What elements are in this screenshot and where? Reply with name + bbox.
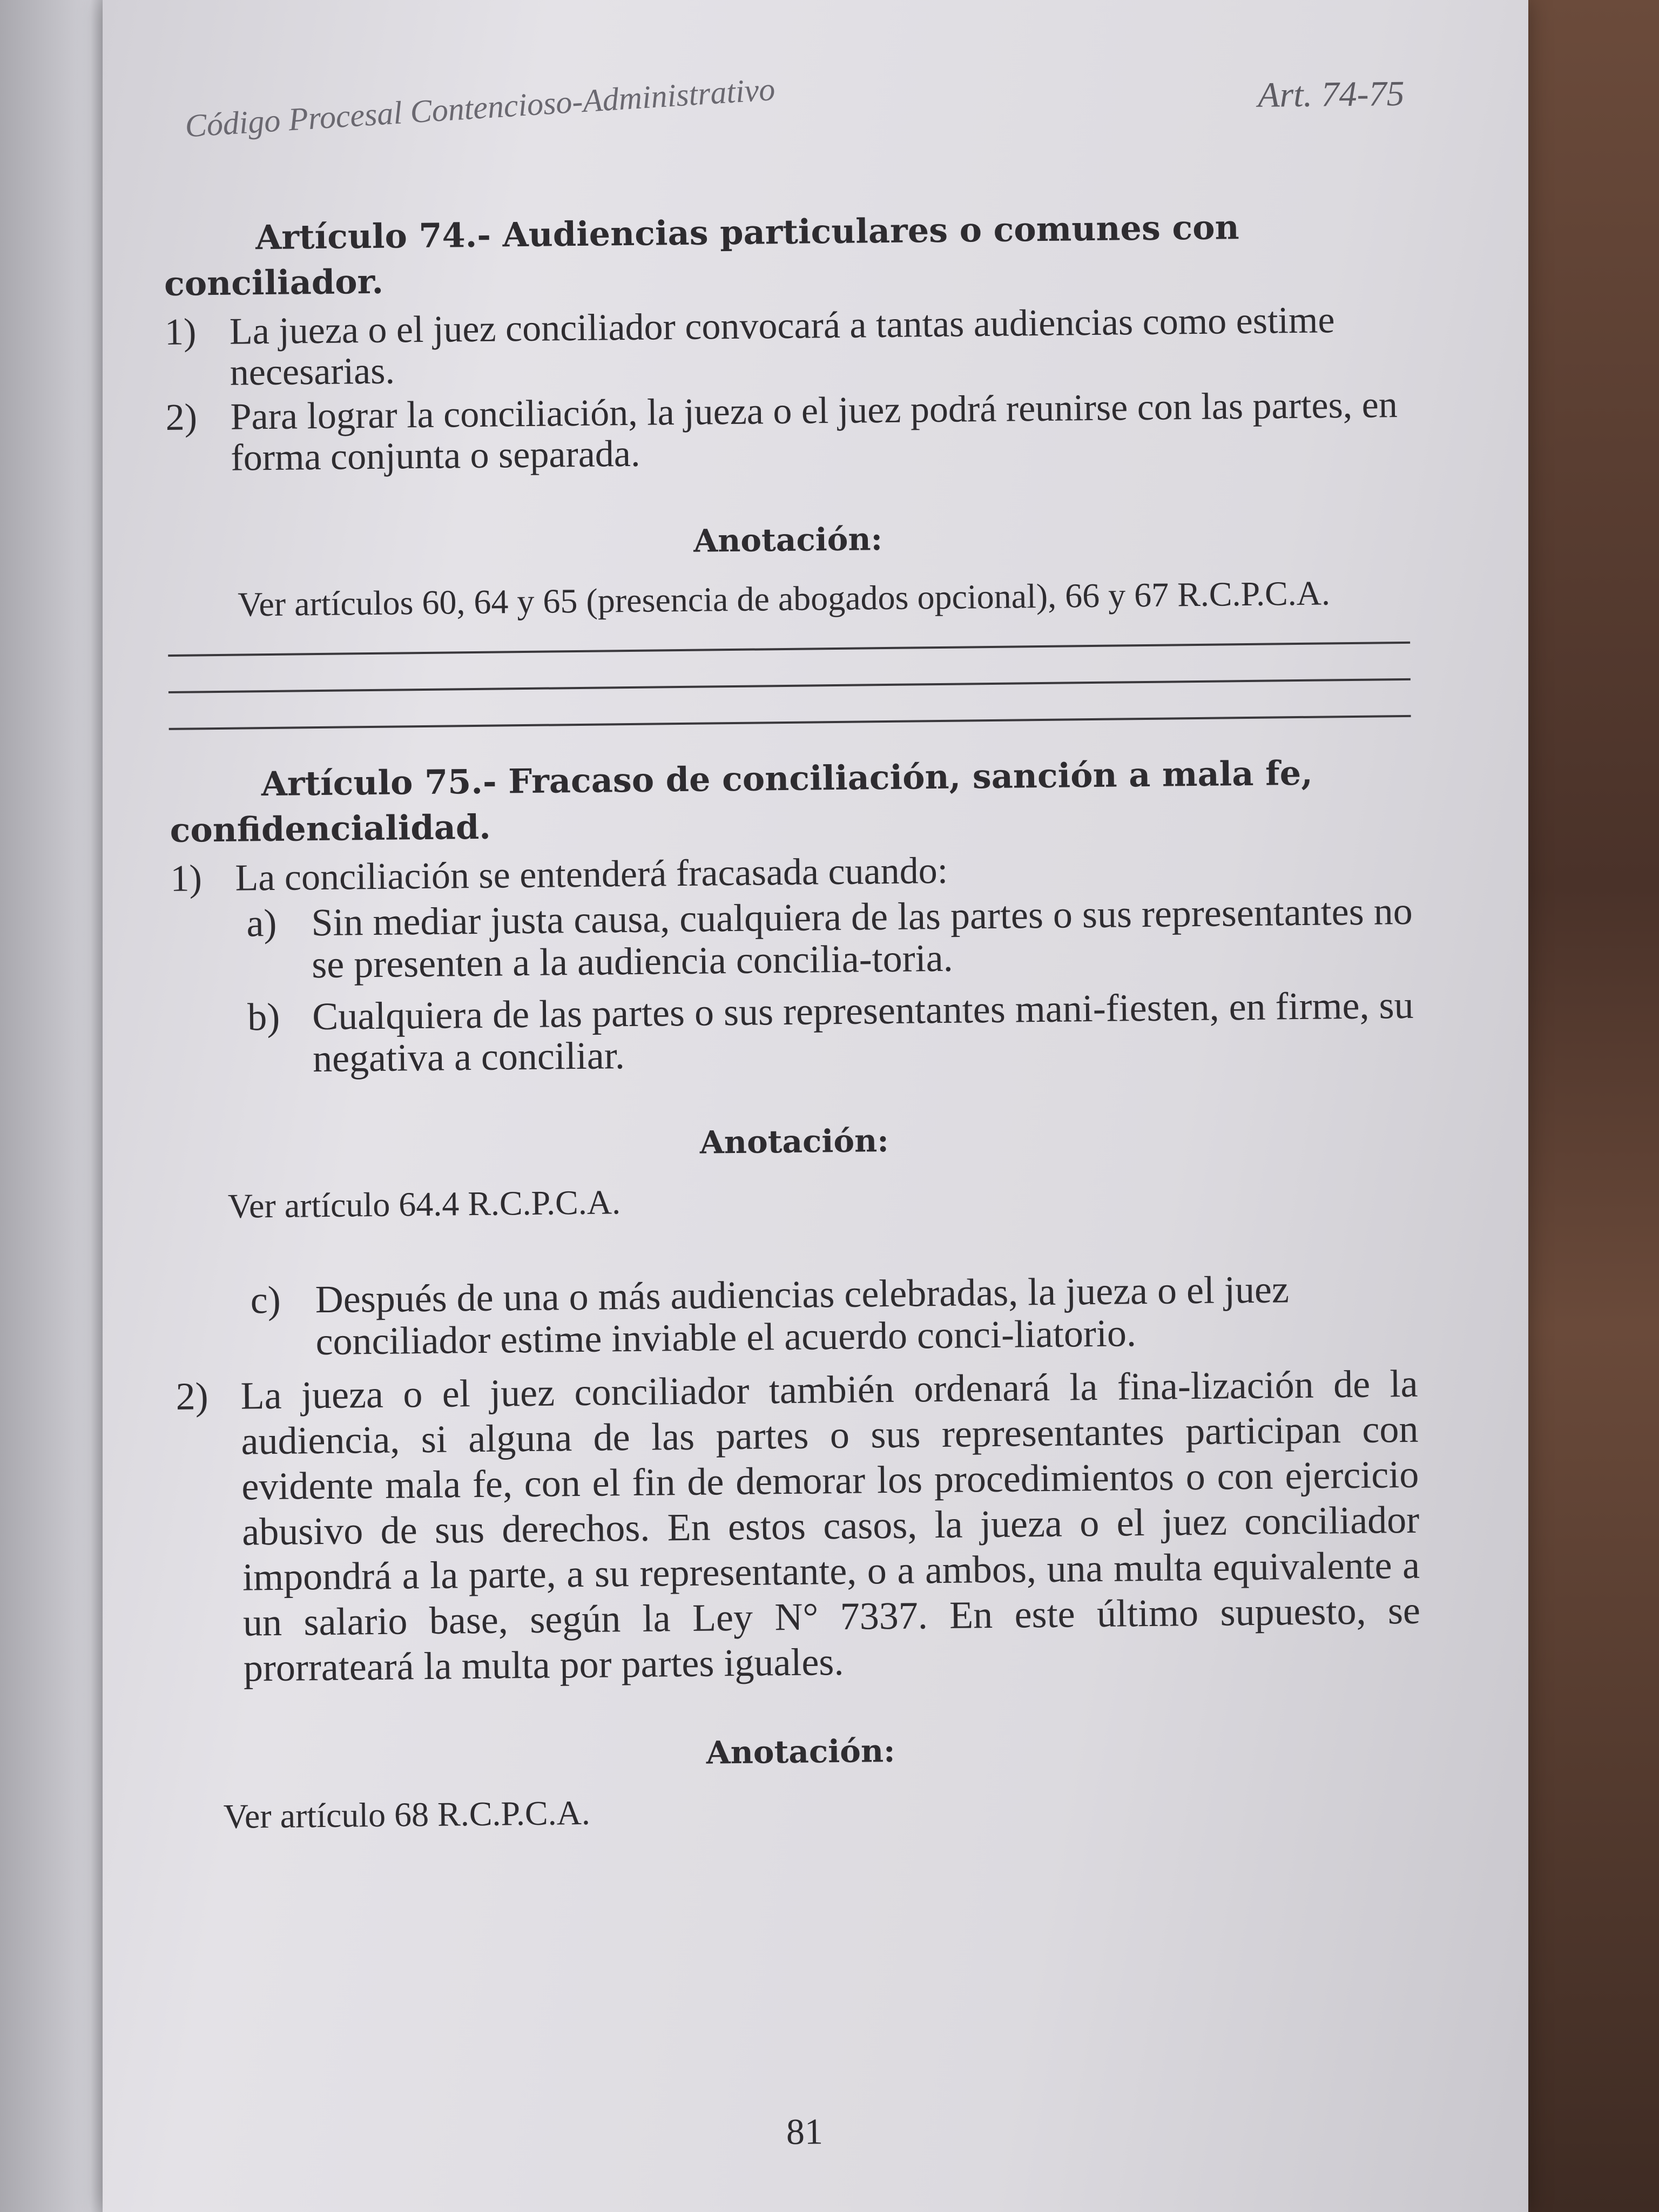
annotation-text: Ver artículo 64.4 R.C.P.C.A. [227,1183,621,1225]
subitem-text: Después de una o más audiencias celebradas, la jueza o el juez conciliador estime inviable el acuerdo conci-liatorio. [315,1267,1290,1364]
annotation-heading: Anotación: [699,1122,889,1161]
article-74-item-1 [165,299,1407,394]
page-header [162,63,1405,184]
article-74-title: Artículo 74.- Audiencias particulares o comunes con conciliador. [164,207,1239,304]
annotation-heading: Anotación: [706,1732,895,1771]
note-rule-2 [168,678,1411,693]
running-title: Código Procesal Contencioso-Administrativo [184,71,777,144]
item-number: 1) [164,311,197,353]
article-75-item-2 [176,1361,1421,1691]
subitem-letter: a) [246,901,277,945]
subitem-letter: b) [247,995,280,1039]
article-range: Art. 74-75 [1257,73,1405,115]
article-75-subitem-a [171,890,1414,987]
note-rule-1 [168,642,1410,657]
article-74 [164,203,1411,730]
article-75-title: Artículo 75.- Fracaso de conciliación, sanción a mala fe, confidencialidad. [170,753,1313,850]
page-number: 81 [786,2110,824,2153]
item-text: La jueza o el juez conciliador convocará a tantas audiencias como estime necesarias. [229,299,1335,394]
item-number: 2) [176,1374,209,1418]
article-74-item-2 [165,385,1408,480]
annotation-heading: Anotación: [693,521,883,559]
page-content [162,63,1426,2182]
article-75 [169,750,1422,1842]
item-text: Para lograr la conciliación, la jueza o el juez podrá reunirse con las partes, en forma conjunta o separada. [230,384,1398,479]
item-number: 2) [165,396,198,439]
subitem-text: Cualquiera de las partes o sus representantes mani-fiesten, en firme, su negativa a conciliar. [312,983,1414,1081]
item-text: La jueza o el juez conciliador también ordenará la fina-lización de la audiencia, si alguna de las partes o sus representantes participan con evidente mala fe, con el fin de demorar los procedimientos o con ejercicio abusivo de sus derechos. En estos casos, la jueza o el juez conciliador impondrá a la parte, a su representante, o a ambos, una multa equivalente a un salario base, según la Ley N° 7337. En este último supuesto, se prorrateará la multa por partes iguales. [240,1361,1421,1690]
book-page [103,0,1528,2212]
subitem-letter: c) [250,1278,281,1322]
item-text: La conciliación se entenderá fracasada cuando: [235,849,948,899]
item-number: 1) [170,858,203,900]
annotation-text: Ver artículo 68 R.C.P.C.A. [223,1793,591,1836]
annotation-text: Ver artículos 60, 64 y 65 (presencia de abogados opcional), 66 y 67 R.C.P.C.A. [237,574,1331,624]
article-75-subitem-c [174,1267,1418,1364]
subitem-text: Sin mediar justa causa, cualquiera de las partes o sus representantes no se presenten a la audiencia concilia-toria. [311,889,1413,987]
article-75-subitem-b [172,984,1415,1081]
note-rule-3 [169,715,1411,730]
